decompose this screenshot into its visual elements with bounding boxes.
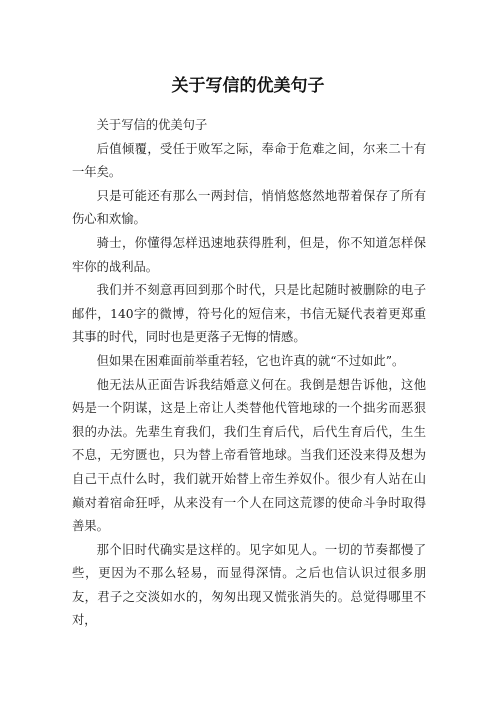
- document-body: [72, 114, 426, 633]
- paragraph: 但如果在困难面前举重若轻，它也许真的就“不过如此”。: [96, 353, 405, 368]
- document-title: 关于写信的优美句子: [171, 76, 325, 96]
- paragraph: 骑士，你懂得怎样迅速地获得胜利，但是，你不知道怎样保牢你的战利品。: [72, 235, 426, 274]
- paragraph: 那个旧时代确实是这样的。见字如见人。一切的节奏都慢了些，更因为不那么轻易，而显得深情。之后也信认识过很多朋友，君子之交淡如水的，匆匆出现又慌张消失的。总觉得哪里不对，: [72, 542, 426, 628]
- paragraph: 后值倾覆，受任于败军之际，奉命于危难之间，尔来二十有一年矣。: [72, 141, 426, 180]
- paragraph: 我们并不刻意再回到那个时代，只是比起随时被删除的电子邮件，140字的微博，符号化的短信来，书信无疑代表着更郑重其事的时代，同时也是更落子无悔的情感。: [72, 283, 426, 345]
- paragraph: 关于写信的优美句子: [96, 118, 208, 132]
- paragraph: 只是可能还有那么一两封信，悄悄悠悠然地帮着保存了所有伤心和欢愉。: [72, 188, 426, 227]
- paragraph: 他无法从正面告诉我结婚意义何在。我倒是想告诉他，这他妈是一个阴谋，这是上帝让人类替他代管地球的一个拙劣而恶狠狠的办法。先辈生育我们，我们生育后代，后代生育后代，生生不息，无穷匮也，只为替上帝看管地球。当我们还没来得及想为自己干点什么时，我们就开始替上帝生养奴仆。很少有人站在山巅对着宿命狂呼，从来没有一个人在同这荒谬的使命斗争时取得善果。: [72, 377, 426, 534]
